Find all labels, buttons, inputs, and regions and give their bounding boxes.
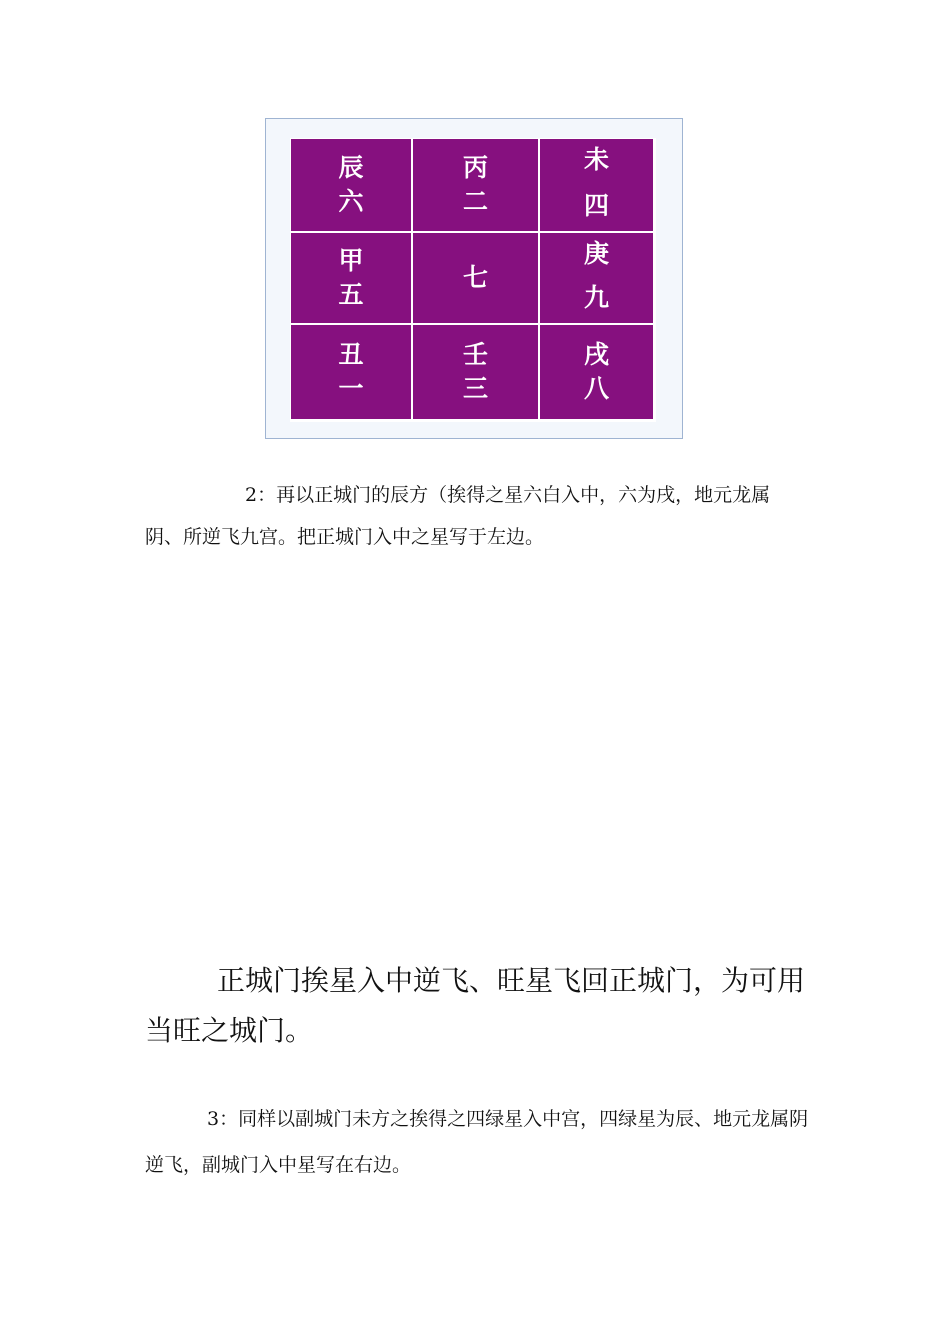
palace-cell-middle-right bbox=[540, 233, 653, 323]
flying-star-chart-figure bbox=[265, 118, 683, 439]
heading-paragraph: 正城门挨星入中逆飞、旺星飞回正城门，为可用当旺之城门。 bbox=[145, 964, 806, 1047]
cell-top-char: 未 bbox=[583, 145, 609, 174]
cell-top-char: 辰 bbox=[338, 153, 364, 182]
step-3-paragraph: 3：同样以副城门未方之挨得之四绿星入中宫，四绿星为辰、地元龙属阴逆飞，副城门入中星写在右边。 bbox=[145, 1108, 809, 1176]
cell-bottom-char: 九 bbox=[583, 283, 609, 312]
palace-cell-bottom-middle bbox=[413, 325, 538, 419]
palace-cell-center bbox=[413, 233, 538, 323]
cell-bottom-char: 五 bbox=[338, 280, 364, 309]
step-2-paragraph: 2：再以正城门的辰方（挨得之星六白入中，六为戌，地元龙属阴、所逆飞九宫。把正城门入中之星写于左边。 bbox=[145, 484, 771, 548]
cell-top-char: 七 bbox=[462, 263, 488, 292]
palace-cell-bottom-right bbox=[540, 325, 653, 419]
cell-bottom-char: 二 bbox=[462, 187, 488, 216]
palace-cell-top-middle bbox=[413, 139, 538, 231]
cell-top-char: 壬 bbox=[462, 340, 488, 369]
cell-bottom-char: 六 bbox=[338, 187, 364, 216]
cell-top-char: 戌 bbox=[583, 340, 609, 369]
cell-bottom-char: 一 bbox=[338, 374, 364, 403]
palace-cell-bottom-left bbox=[291, 325, 411, 419]
cell-top-char: 丙 bbox=[462, 153, 488, 182]
cell-top-char: 庚 bbox=[583, 239, 609, 268]
cell-top-char: 甲 bbox=[338, 246, 364, 275]
cell-bottom-char: 八 bbox=[583, 374, 609, 403]
cell-bottom-char: 四 bbox=[583, 191, 609, 220]
cell-bottom-char: 三 bbox=[462, 374, 488, 403]
palace-cell-middle-left bbox=[291, 233, 411, 323]
cell-top-char: 丑 bbox=[338, 340, 364, 369]
palace-cell-top-right bbox=[540, 139, 653, 231]
nine-palace-grid bbox=[290, 138, 656, 422]
palace-cell-top-left bbox=[291, 139, 411, 231]
